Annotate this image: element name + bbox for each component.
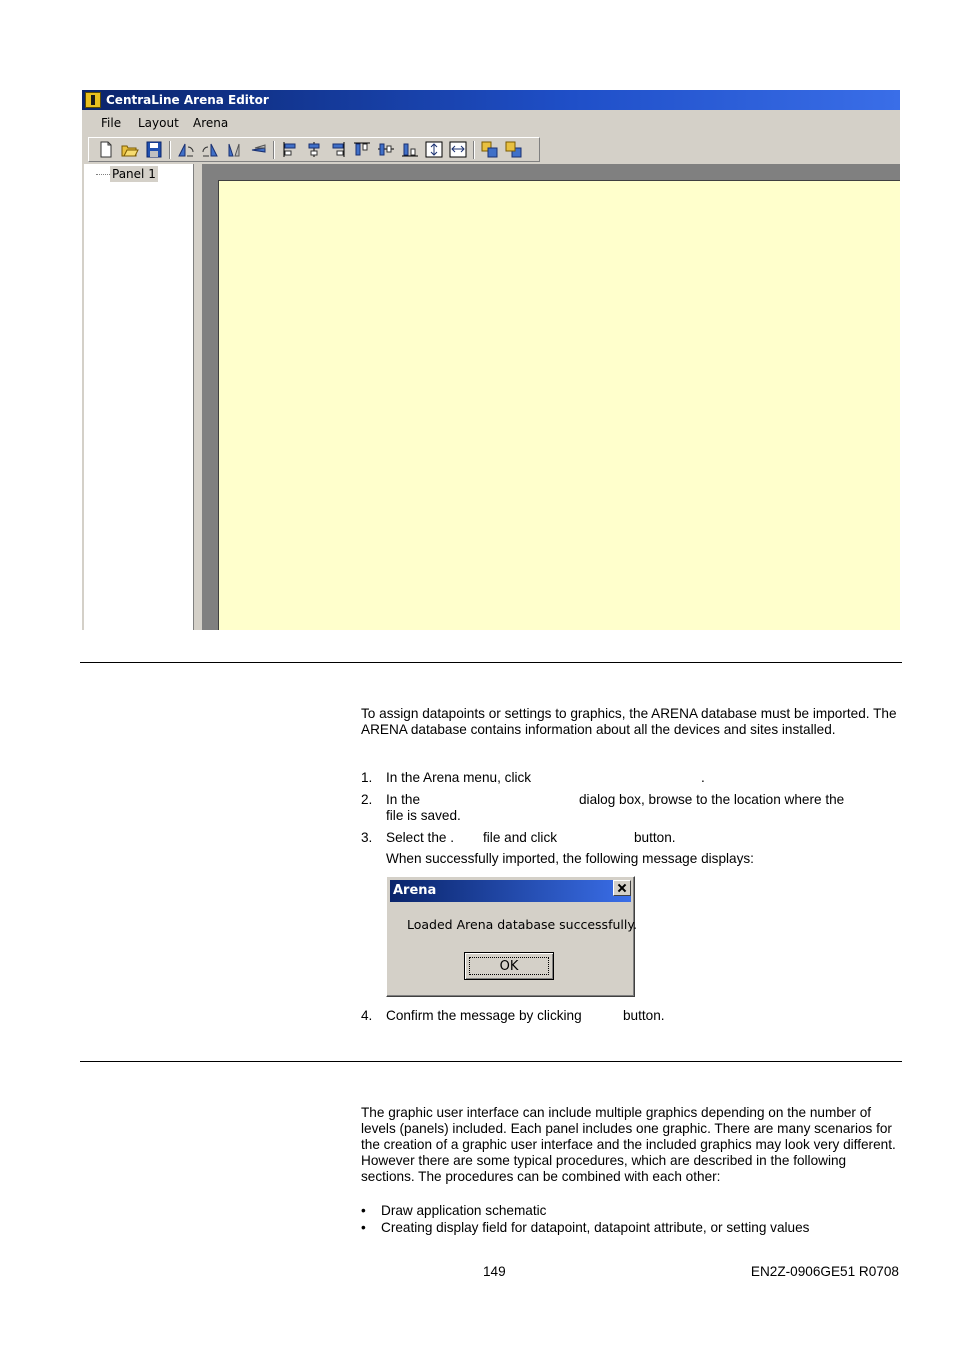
splitter[interactable] <box>195 164 202 630</box>
step-text: Select the . <box>386 830 455 845</box>
same-size-height-icon[interactable] <box>425 141 443 158</box>
step-text-mid: dialog box, browse to the location where the <box>579 792 845 807</box>
menu-layout[interactable]: Layout <box>138 116 179 130</box>
toolbar-separator <box>169 141 171 159</box>
toolbar-separator <box>473 141 475 159</box>
section-divider <box>80 662 902 663</box>
align-bottom-icon[interactable] <box>401 141 419 158</box>
align-middle-icon[interactable] <box>377 141 395 158</box>
ok-button-label: OK <box>469 957 549 975</box>
open-icon[interactable] <box>121 141 139 158</box>
step-number: 1. <box>361 770 373 785</box>
flip-horizontal-icon[interactable] <box>225 141 243 158</box>
step-text: Confirm the message by clicking <box>386 1008 582 1023</box>
close-icon[interactable] <box>613 880 631 896</box>
bullet-text: Creating display field for datapoint, datapoint attribute, or setting values <box>381 1220 810 1235</box>
menu-bar <box>82 110 900 136</box>
menu-file[interactable]: File <box>101 116 122 130</box>
tree-connector <box>96 174 110 175</box>
align-right-icon[interactable] <box>329 141 347 158</box>
toolbar <box>88 137 540 162</box>
toolbar-separator <box>273 141 275 159</box>
graphics-intro-paragraph: The graphic user interface can include multiple graphics depending on the number of levels (panels) included. Each panel includes one graphic. There are many scenarios for the creation of a graphic user interface and the included graphics may look very different. However there are some typical procedures, which are described in the following sections. The procedures can be combined with each other: <box>361 1105 896 1184</box>
step-text-tail: button. <box>634 830 676 845</box>
app-icon <box>85 92 101 108</box>
bring-to-front-icon[interactable] <box>481 141 499 158</box>
step-text: In the Arena menu, click <box>386 770 532 785</box>
rotate-left-icon[interactable] <box>177 141 195 158</box>
send-to-back-icon[interactable] <box>505 141 523 158</box>
bullet-text: Draw application schematic <box>381 1203 547 1218</box>
window-title: CentraLine Arena Editor <box>106 93 269 107</box>
step-text: In the <box>386 792 421 807</box>
same-size-width-icon[interactable] <box>449 141 467 158</box>
dialog-title-bar <box>390 880 631 902</box>
dialog-message: Loaded Arena database successfully. <box>407 917 637 932</box>
step-text-tail: button. <box>623 1008 665 1023</box>
save-icon[interactable] <box>145 141 163 158</box>
step-number: 4. <box>361 1008 373 1023</box>
ok-button[interactable] <box>464 952 554 980</box>
title-bar <box>82 90 900 110</box>
arena-editor-window <box>82 90 900 630</box>
step-number: 2. <box>361 792 373 807</box>
page-number: 149 <box>483 1264 506 1279</box>
align-center-icon[interactable] <box>305 141 323 158</box>
menu-arena[interactable]: Arena <box>193 116 229 130</box>
step-text-tail: . <box>701 770 705 785</box>
bullet-icon: • <box>361 1203 366 1218</box>
drawing-canvas[interactable] <box>218 180 900 630</box>
step-text-mid: file and click <box>483 830 558 845</box>
document-id: EN2Z-0906GE51 R0708 <box>750 1264 899 1279</box>
panel-tree <box>84 164 194 630</box>
import-intro-paragraph: To assign datapoints or settings to graphics, the ARENA database must be imported. The ARENA database contains information about all the devices and sites installed. <box>361 706 897 737</box>
section-divider <box>80 1061 902 1062</box>
step-number: 3. <box>361 830 373 845</box>
align-left-icon[interactable] <box>281 141 299 158</box>
arena-message-dialog <box>386 876 635 997</box>
tree-item-panel-1[interactable]: Panel 1 <box>112 167 156 181</box>
step-note: When successfully imported, the following message displays: <box>386 851 754 866</box>
rotate-right-icon[interactable] <box>201 141 219 158</box>
align-top-icon[interactable] <box>353 141 371 158</box>
bullet-icon: • <box>361 1220 366 1235</box>
new-icon[interactable] <box>97 141 115 158</box>
dialog-title: Arena <box>393 883 437 898</box>
flip-vertical-icon[interactable] <box>249 141 267 158</box>
step-text-line2: file is saved. <box>386 808 461 823</box>
